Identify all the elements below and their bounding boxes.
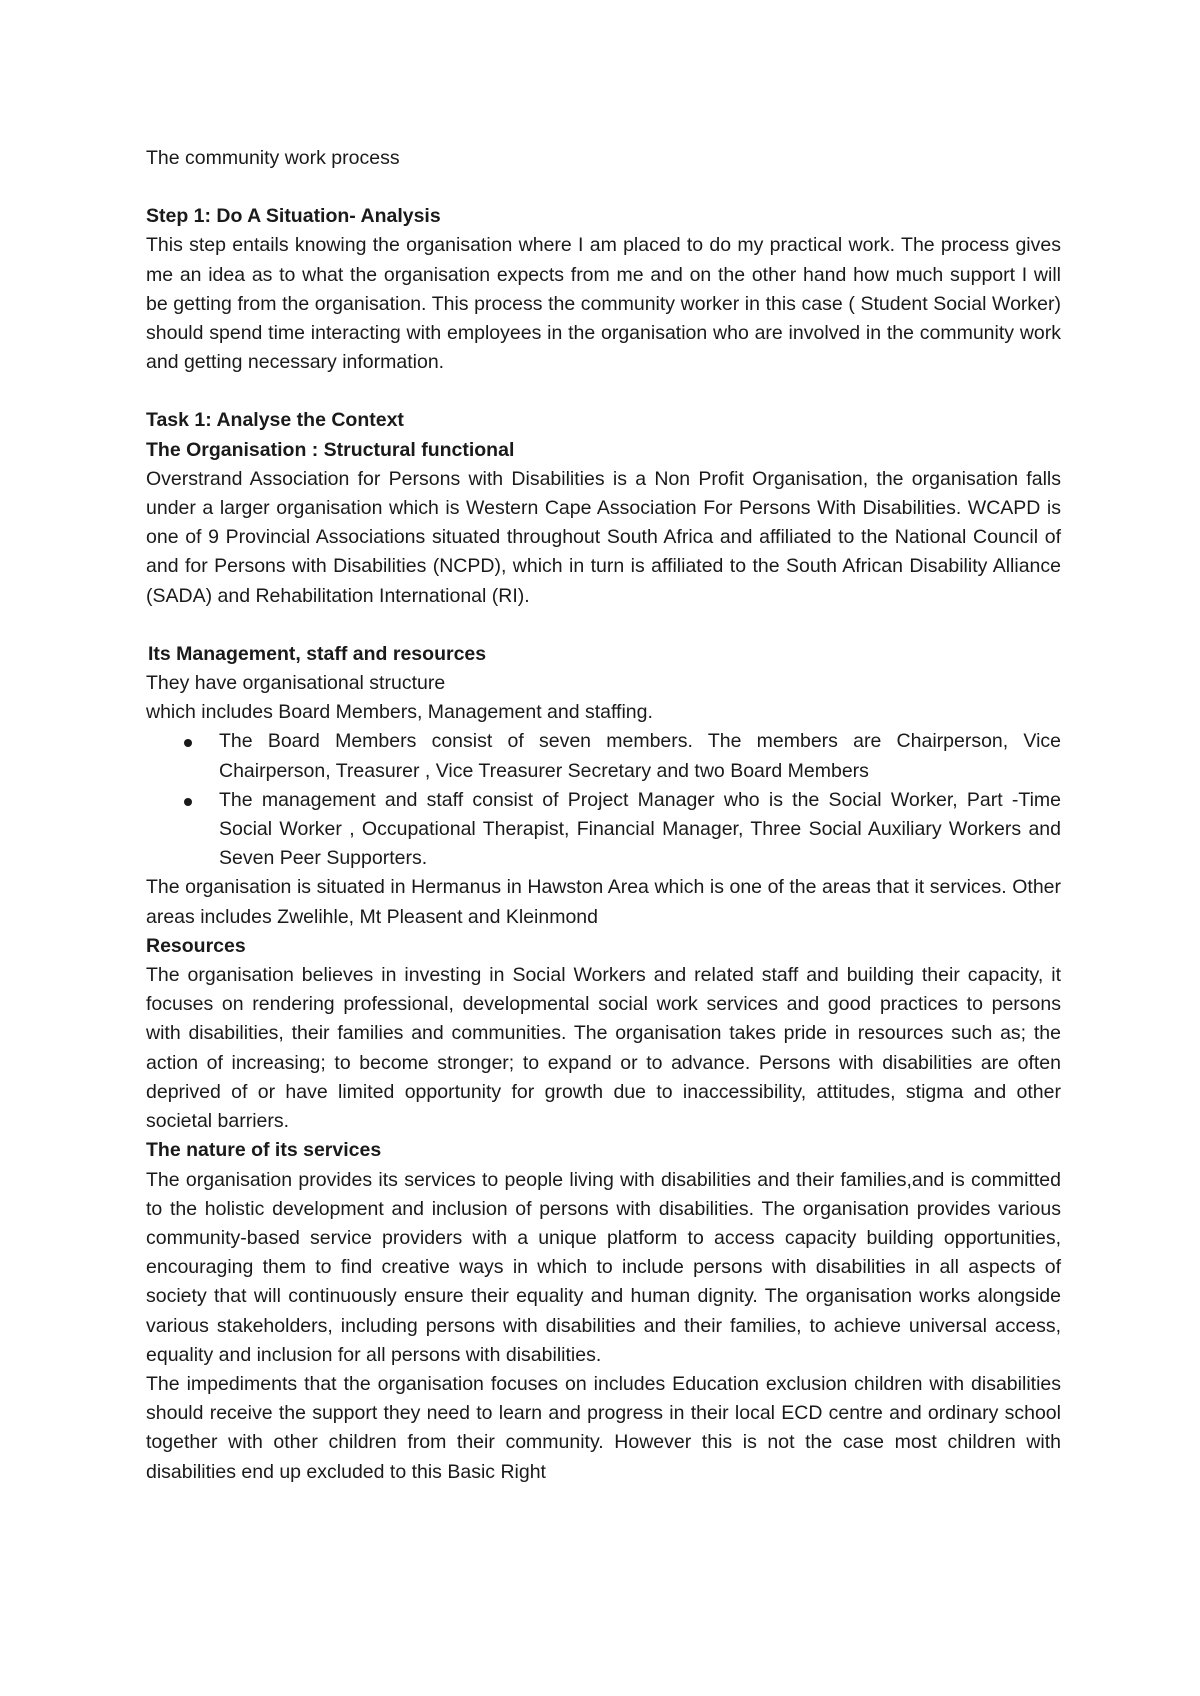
management-heading: Its Management, staff and resources xyxy=(148,642,487,665)
list-item xyxy=(146,727,1061,785)
location-paragraph: The organisation is situated in Hermanus in Hawston Area which is one of the areas that it services. Other areas includes Zwelihle, Mt Pleasent and Kleinmond xyxy=(146,876,1061,928)
document-page xyxy=(146,144,1061,1487)
task1-heading: Task 1: Analyse the Context xyxy=(146,409,404,432)
list-item xyxy=(146,786,1061,874)
bullet-icon xyxy=(184,798,192,806)
management-bullet-list xyxy=(146,727,1061,873)
impediments-paragraph: The impediments that the organisation focuses on includes Education exclusion children with disabilities should receive the support they need to learn and progress in their local ECD centre and ordinary school together with other children from their community. However this is not the case most children with disabilities end up excluded to this Basic Right xyxy=(146,1372,1061,1483)
services-heading: The nature of its services xyxy=(146,1139,382,1162)
step1-heading: Step 1: Do A Situation- Analysis xyxy=(146,205,441,228)
bullet-text: The management and staff consist of Project Manager who is the Social Worker, Part -Time Social Worker , Occupational Therapist, Financial Manager, Three Social Auxiliary Workers and Seven Peer Supporters. xyxy=(219,788,1061,870)
organisation-subheading: The Organisation : Structural functional xyxy=(146,438,515,461)
bullet-icon xyxy=(184,739,192,747)
organisation-paragraph: Overstrand Association for Persons with Disabilities is a Non Profit Organisation, the organisation falls under a larger organisation which is Western Cape Association For Persons With Disabilities. WCAPD is one of 9 Provincial Associations situated throughout South Africa and affiliated to the National Council of and for Persons with Disabilities (NCPD), which in turn is affiliated to the South African Disability Alliance (SADA) and Rehabilitation International (RI). xyxy=(146,467,1061,607)
resources-heading: Resources xyxy=(146,934,246,957)
step1-paragraph: This step entails knowing the organisation where I am placed to do my practical work. The process gives me an idea as to what the organisation expects from me and on the other hand how much support I will be getting from the organisation. This process the community worker in this case ( Student Social Worker) should spend time interacting with employees in the organisation who are involved in the community work and getting necessary information. xyxy=(146,234,1061,374)
management-line-2: which includes Board Members, Management and staffing. xyxy=(146,701,653,724)
services-paragraph: The organisation provides its services to people living with disabilities and their families,and is committed to the holistic development and inclusion of persons with disabilities. The organisation provides various community-based service providers with a unique platform to access capacity building opportunities, encouraging them to find creative ways in which to include persons with disabilities in all aspects of society that will continuously ensure their equality and human dignity. The organisation works alongside various stakeholders, including persons with disabilities and their families, to achieve universal access, equality and inclusion for all persons with disabilities. xyxy=(146,1168,1061,1366)
resources-paragraph: The organisation believes in investing in Social Workers and related staff and building their capacity, it focuses on rendering professional, developmental social work services and good practices to persons with disabilities, their families and communities. The organisation takes pride in resources such as; the action of increasing; to become stronger; to expand or to advance. Persons with disabilities are often deprived of or have limited opportunity for growth due to inaccessibility, attitudes, stigma and other societal barriers. xyxy=(146,964,1061,1133)
management-line-1: They have organisational structure xyxy=(146,672,446,695)
document-title: The community work process xyxy=(146,147,400,169)
bullet-text: The Board Members consist of seven members. The members are Chairperson, Vice Chairperson, Treasurer , Vice Treasurer Secretary and two Board Members xyxy=(219,730,1061,782)
